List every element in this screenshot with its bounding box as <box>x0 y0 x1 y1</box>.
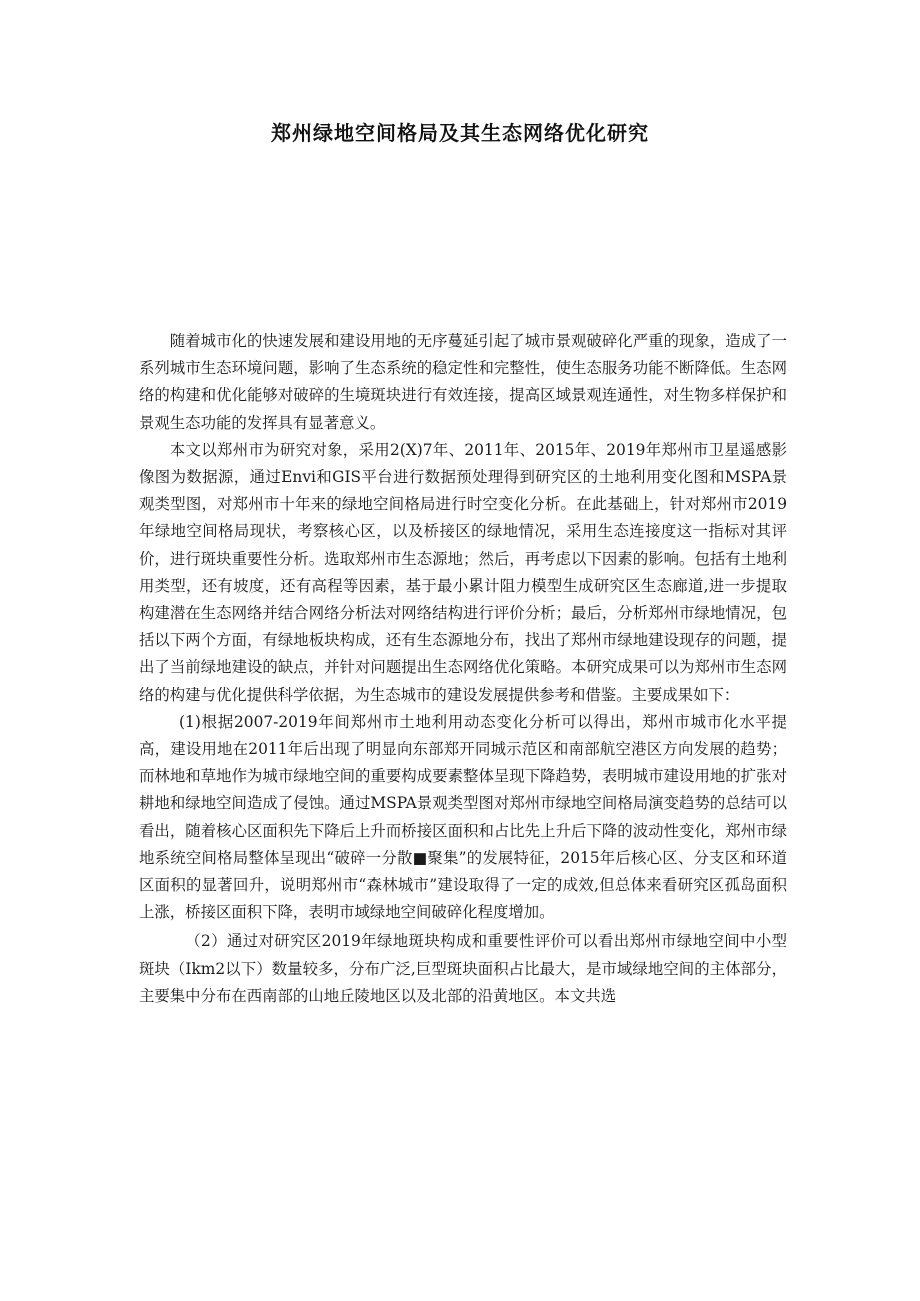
paragraph-intro: 随着城市化的快速发展和建设用地的无序蔓延引起了城市景观破碎化严重的现象，造成了一系列城市生态环境问题，影响了生态系统的稳定性和完整性，使生态服务功能不断降低。生态网络的构建和优化能够对破碎的生境斑块进行有效连接，提高区域景观连通性，对生物多样保护和景观生态功能的发挥具有显著意义。 <box>139 332 787 432</box>
paragraph-methods: 本文以郑州市为研究对象，采用2(X)7年、2011年、2015年、2019年郑州市卫星遥感影像图为数据源，通过Envi和GIS平台进行数据预处理得到研究区的土地利用变化图和MSPA景观类型图，对郑州市十年来的绿地空间格局进行时空变化分析。在此基础上，针对郑州市2019年绿地空间格局现状，考察核心区，以及桥接区的绿地情况，采用生态连接度这一指标对其评价，进行斑块重要性分析。选取郑州市生态源地；然后，再考虑以下因素的影响。包括有土地利用类型，还有坡度，还有高程等因素，基于最小累计阻力模型生成研究区生态廊道,进一步提取构建潜在生态网络并结合网络分析法对网络结构进行评价分析；最后，分析郑州市绿地情况，包括以下两个方面，有绿地板块构成，还有生态源地分布，找出了郑州市绿地建设现存的问题，提出了当前绿地建设的缺点，并针对问题提出生态网络优化策略。本研究成果可以为郑州市生态网络的构建与优化提供科学依据，为生态城市的建设发展提供参考和借鉴。主要成果如下： <box>139 440 787 704</box>
document-body <box>139 328 787 1010</box>
paragraph-result-2: （2）通过对研究区2019年绿地斑块构成和重要性评价可以看出郑州市绿地空间中小型斑块（Ikm2以下）数量较多，分布广泛,巨型斑块面积占比最大，是市域绿地空间的主体部分，主要集中分布在西南部的山地丘陵地区以及北部的沿黄地区。本文共选 <box>139 932 787 1005</box>
paragraph-result-1: (1)根据2007-2019年间郑州市土地利用动态变化分析可以得出，郑州市城市化水平提高，建设用地在2011年后出现了明显向东部郑开同城示范区和南部航空港区方向发展的趋势；而林地和草地作为城市绿地空间的重要构成要素整体呈现下降趋势，表明城市建设用地的扩张对耕地和绿地空间造成了侵蚀。通过MSPA景观类型图对郑州市绿地空间格局演变趋势的总结可以看出，随着核心区面积先下降后上升而桥接区面积和占比先上升后下降的波动性变化，郑州市绿地系统空间格局整体呈现出“破碎一分散■聚集”的发展特征，2015年后核心区、分支区和环道区面积的显著回升，说明郑州市“森林城市”建设取得了一定的成效,但总体来看研究区孤岛面积上涨，桥接区面积下降，表明市域绿地空间破碎化程度增加。 <box>139 712 787 922</box>
document-title: 郑州绿地空间格局及其生态网络优化研究 <box>271 121 649 145</box>
